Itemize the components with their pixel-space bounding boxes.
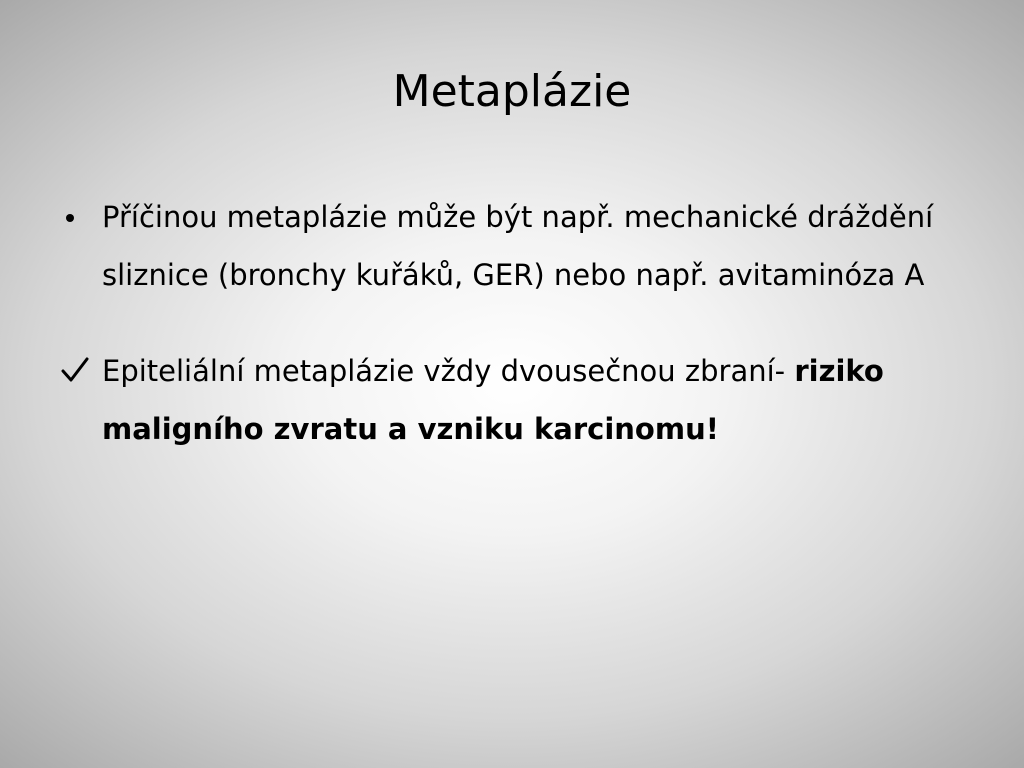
check-icon [60,342,100,400]
slide-title: Metaplázie [392,66,632,117]
bullet-bold-text: riziko maligního zvratu a vzniku karcinomu! [102,354,884,446]
bullet-item-causes [60,188,980,304]
bullet-text: Příčinou metaplázie může být např. mechanické dráždění sliznice (bronchy kuřáků, GER) nebo např. avitaminóza A [102,200,934,292]
bullet-dot-icon [60,188,100,246]
bullet-text: Epiteliální metaplázie vždy dvousečnou zbraní- [102,354,786,388]
bullet-item-risk [60,342,980,458]
slide-content [60,188,980,458]
